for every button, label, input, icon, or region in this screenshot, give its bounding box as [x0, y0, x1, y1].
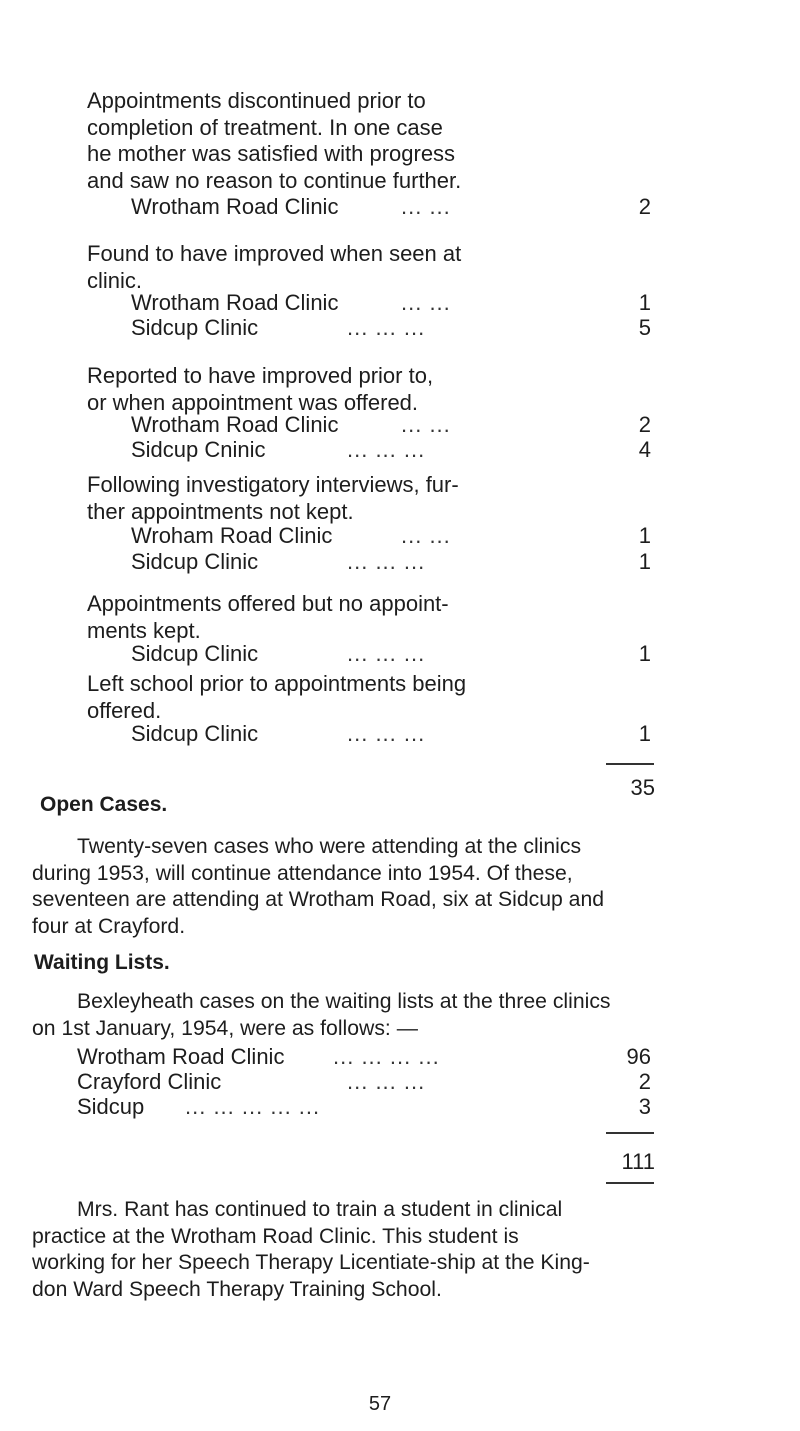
- text-line: practice at the Wrotham Road Clinic. This student is: [32, 1224, 519, 1248]
- leader-dots: ... ... ...: [347, 315, 426, 340]
- text-line: completion of treatment. In one case: [87, 114, 443, 140]
- total-underline: [606, 1182, 654, 1184]
- improved-seen-description: [87, 241, 537, 294]
- case-count: 1: [638, 641, 651, 666]
- case-count: 96: [626, 1044, 651, 1069]
- page-number: 57: [368, 1393, 392, 1415]
- text-line: during 1953, will continue attendance into 1954. Of these,: [32, 861, 573, 885]
- table-row: [131, 523, 661, 549]
- leader-dots: ... ...: [401, 523, 451, 548]
- total-row: [600, 1149, 661, 1175]
- text-line: on 1st January, 1954, were as follows: —: [32, 1016, 418, 1040]
- table-row: [131, 641, 661, 667]
- leader-dots: ... ... ...: [347, 1069, 426, 1094]
- left-school-description: [87, 671, 557, 724]
- text-line: four at Crayford.: [32, 914, 186, 938]
- text-line: seventeen are attending at Wrotham Road, six at Sidcup and: [32, 888, 605, 911]
- total-rule: [606, 763, 654, 765]
- leader-dots: ... ...: [401, 194, 451, 219]
- clinic-name: Wrotham Road Clinic: [77, 1044, 285, 1069]
- text-line: or when appointment was offered.: [87, 389, 419, 415]
- case-count: 1: [638, 549, 651, 574]
- text-line: ments kept.: [87, 617, 201, 643]
- leader-dots: ... ... ...: [347, 641, 426, 666]
- investigatory-description: [87, 472, 547, 525]
- text-line: he mother was satisfied with progress: [87, 141, 456, 166]
- leader-dots: ... ... ...: [347, 549, 426, 574]
- section-heading-waiting-lists: Waiting Lists.: [34, 951, 170, 974]
- clinic-name: Wrotham Road Clinic: [131, 194, 339, 219]
- closing-paragraph: [32, 1197, 709, 1303]
- text-line: Appointments discontinued prior to: [87, 88, 426, 113]
- table-row: [131, 315, 661, 341]
- improved-reported-description: [87, 363, 537, 416]
- text-line: working for her Speech Therapy Licentiate-ship at the King-: [32, 1251, 590, 1274]
- text-line: Reported to have improved prior to,: [87, 363, 434, 388]
- clinic-name: Wroham Road Clinic: [131, 523, 333, 548]
- case-count: 2: [638, 194, 651, 219]
- text-line: offered.: [87, 697, 162, 723]
- clinic-name: Sidcup Clinic: [131, 315, 259, 340]
- table-row: [131, 437, 661, 463]
- case-count: 4: [638, 437, 651, 462]
- leader-dots: ... ... ...: [347, 721, 426, 746]
- not-kept-description: [87, 591, 547, 644]
- text-line: Found to have improved when seen at: [87, 241, 462, 266]
- clinic-name: Sidcup Clinic: [131, 721, 259, 746]
- text-line: Bexleyheath cases on the waiting lists at the three clinics: [77, 990, 611, 1013]
- table-row: [131, 194, 661, 220]
- clinic-name: Sidcup: [77, 1094, 145, 1119]
- case-count: 2: [638, 1069, 651, 1094]
- leader-dots: ... ... ...: [347, 437, 426, 462]
- clinic-name: Sidcup Clinic: [131, 641, 259, 666]
- table-row: [131, 290, 661, 316]
- case-count: 1: [638, 523, 651, 548]
- text-line: don Ward Speech Therapy Training School.: [32, 1277, 442, 1301]
- waiting-lists-paragraph: [32, 989, 709, 1042]
- leader-dots: ... ... ... ...: [333, 1044, 440, 1069]
- table-row: [77, 1044, 667, 1070]
- text-line: Appointments offered but no appoint-: [87, 591, 449, 616]
- section-heading-open-cases: Open Cases.: [40, 793, 168, 816]
- case-count: 1: [638, 721, 651, 746]
- case-count: 2: [638, 412, 651, 437]
- discontinued-description: [87, 88, 537, 194]
- text-line: clinic.: [87, 267, 143, 293]
- clinic-name: Sidcup Clinic: [131, 549, 259, 574]
- total-count: 35: [630, 775, 655, 800]
- case-count: 1: [638, 290, 651, 315]
- text-line: ther appointments not kept.: [87, 498, 354, 524]
- table-row: [131, 721, 661, 747]
- text-line: Mrs. Rant has continued to train a student in clinical: [77, 1198, 563, 1221]
- leader-dots: ... ...: [401, 290, 451, 315]
- table-row: [77, 1069, 667, 1095]
- table-row: [131, 549, 661, 575]
- open-cases-paragraph: [32, 834, 709, 940]
- case-count: 5: [638, 315, 651, 340]
- clinic-name: Sidcup Cninic: [131, 437, 266, 462]
- text-line: Following investigatory interviews, fur-: [87, 472, 459, 497]
- case-count: 3: [638, 1094, 651, 1119]
- total-rule: [606, 1132, 654, 1134]
- text-line: Twenty-seven cases who were attending at the clinics: [77, 835, 582, 858]
- leader-dots: ... ... ... ... ...: [185, 1094, 321, 1119]
- total-count: 111: [621, 1149, 655, 1174]
- clinic-name: Crayford Clinic: [77, 1069, 222, 1094]
- total-row: [600, 775, 661, 801]
- clinic-name: Wrotham Road Clinic: [131, 412, 339, 437]
- clinic-name: Wrotham Road Clinic: [131, 290, 339, 315]
- table-row: [77, 1094, 667, 1120]
- leader-dots: ... ...: [401, 412, 451, 437]
- table-row: [131, 412, 661, 438]
- text-line: and saw no reason to continue further.: [87, 167, 462, 193]
- text-line: Left school prior to appointments being: [87, 671, 467, 696]
